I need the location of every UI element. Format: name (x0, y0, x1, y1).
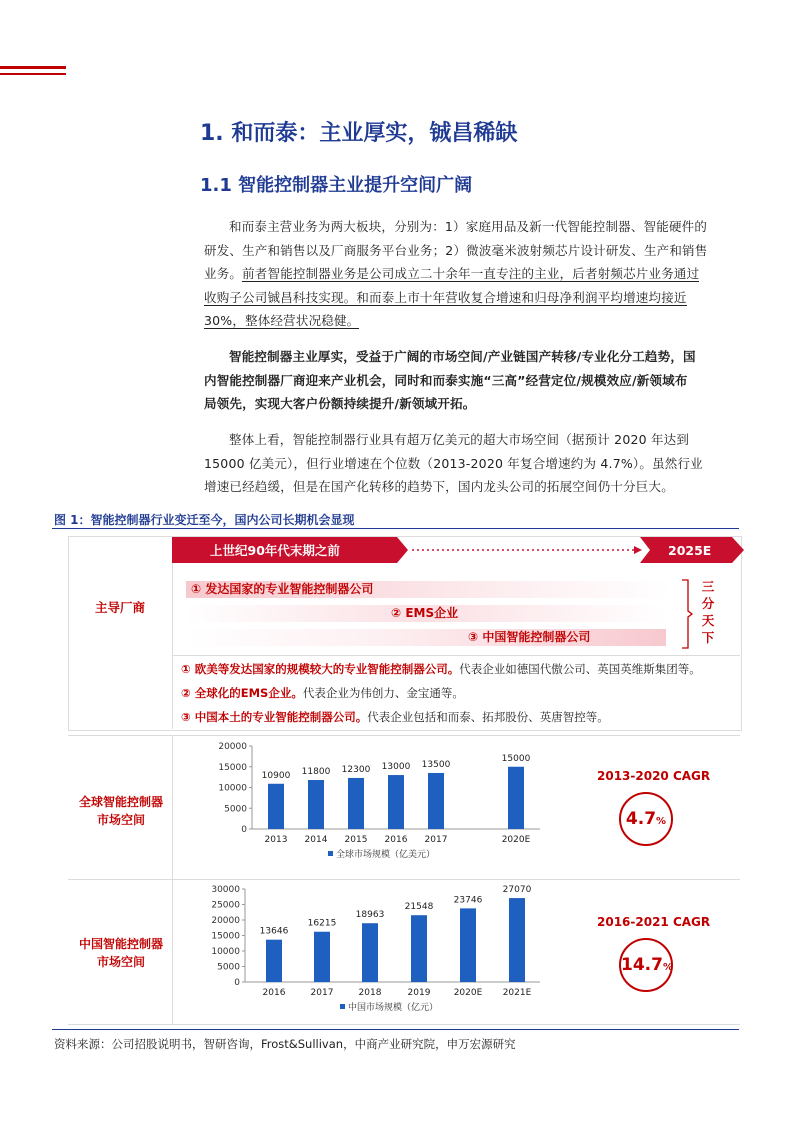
china-chart-data-label-0: 13646 (259, 926, 289, 937)
band-3 (186, 629, 666, 646)
paragraph-1-line-4: 收购子公司铖昌科技实现。和而泰上市十年营收复合增速和归母净利润平均增速均接近 (204, 289, 687, 305)
subsection-title: 1.1 智能控制器主业提升空间广阔 (200, 175, 473, 196)
timeline-arrow (172, 537, 746, 563)
global-cagr-percent: % (656, 816, 667, 827)
global-chart-y-tick-label-3: 15000 (218, 762, 247, 773)
paragraph-2-line-3: 局领先，实现大客户份额持续提升/新领域开拓。 (204, 396, 476, 411)
china-chart-data-label-5: 27070 (502, 885, 532, 896)
china-chart-legend-label: 中国市场规模（亿元） (348, 1003, 439, 1013)
paragraph-3 (204, 428, 729, 499)
china-cagr-value: 14.7 (621, 955, 663, 975)
header-bar-bottom (0, 73, 66, 75)
timeline-start-label: 上世纪90年代末期之前 (210, 543, 340, 558)
china-chart-data-label-4: 23746 (453, 895, 483, 906)
band-3-label: ③ 中国智能控制器公司 (468, 630, 591, 644)
three-kingdoms-label (700, 578, 716, 646)
paragraph-2-line-2: 内智能控制器厂商迎来产业机会，同时和而泰实施“三高”经营定位/规模效应/新领域布 (204, 372, 688, 388)
global-chart-x-tick-label-2: 2015 (344, 835, 368, 845)
timeline-end-label: 2025E (668, 543, 712, 558)
source-note: 资料来源：公司招股说明书，智研咨询，Frost&Sullivan，中商产业研究院，申万宏源研究 (54, 1037, 516, 1051)
china-market-label (70, 935, 172, 971)
china-market-label-line-1: 中国智能控制器 (78, 937, 163, 951)
global-cagr-value: 4.7 (625, 809, 657, 829)
header-bar-top (0, 66, 66, 69)
band-1 (186, 581, 671, 598)
global-chart-y-tick-label-0: 0 (241, 825, 247, 835)
figure-top-divider (172, 537, 173, 729)
global-market-label-line-2: 市场空间 (96, 813, 145, 827)
global-chart-bar-4 (428, 773, 444, 829)
global-chart-data-label-1: 11800 (301, 767, 331, 778)
china-chart-x-tick-label-3: 2019 (407, 988, 431, 998)
description-2 (181, 685, 464, 702)
timeline-dot-arrowhead (634, 546, 642, 554)
figure-top-separator (172, 655, 740, 656)
figure-title-rule (52, 528, 739, 529)
global-chart-data-label-0: 10900 (261, 770, 291, 781)
china-chart-x-tick-label-2: 2018 (358, 988, 382, 998)
band-2 (186, 605, 666, 622)
description-2-normal: 代表企业为伟创力、金宝通等。 (302, 686, 464, 700)
china-chart-x-tick-label-1: 2017 (310, 988, 334, 998)
market-section-top-rule (68, 735, 740, 736)
china-chart-y-tick-label-3: 15000 (211, 931, 240, 942)
china-chart-bar-1 (314, 932, 330, 982)
description-3-normal: 代表企业包括和而泰、拓邦股份、英唐智控等。 (367, 710, 609, 724)
china-chart-bar-5 (509, 898, 525, 982)
global-chart-y-tick-label-1: 5000 (224, 804, 247, 815)
china-cagr-percent: % (662, 962, 673, 973)
paragraph-2-line-1: 智能控制器主业厚实，受益于广阔的市场空间/产业链国产转移/专业化分工趋势，国 (229, 349, 696, 364)
china-cagr-title: 2016-2021 CAGR (597, 915, 711, 929)
bracket-icon (680, 578, 694, 650)
paragraph-1-line-3 (204, 262, 729, 286)
global-chart-data-label-2: 12300 (341, 764, 371, 775)
global-chart-bar-2 (348, 778, 364, 829)
paragraph-1-line-3a: 业务。 (204, 266, 243, 281)
paragraph-1 (204, 215, 729, 333)
source-rule (52, 1029, 739, 1030)
china-chart-bar-0 (266, 940, 282, 982)
market-section-middle-rule (68, 879, 740, 880)
description-1 (181, 661, 701, 678)
description-1-normal: 代表企业如德国代傲公司、英国英维斯集团等。 (459, 662, 701, 676)
figure-title: 图 1：智能控制器行业变迁至今，国内公司长期机会显现 (54, 513, 355, 527)
global-chart-data-label-4: 13500 (421, 759, 451, 770)
three-char-2: 分 (701, 596, 715, 611)
china-market-label-line-2: 市场空间 (96, 955, 145, 969)
china-chart-legend-swatch (340, 1004, 345, 1009)
china-chart-data-label-2: 18963 (355, 910, 385, 921)
global-chart-x-tick-label-4: 2017 (424, 835, 448, 845)
band-1-label: ① 发达国家的专业智能控制器公司 (191, 582, 374, 596)
china-chart-y-tick-label-5: 25000 (211, 900, 240, 911)
global-market-label-line-1: 全球智能控制器 (78, 795, 163, 809)
china-chart-y-tick-label-1: 5000 (217, 962, 240, 973)
paragraph-1-line-2: 研发、生产和销售以及厂商服务平台业务；2）微波毫米波射频芯片设计研发、生产和销售 (204, 242, 708, 258)
global-market-label (70, 793, 172, 829)
global-chart-x-tick-label-5: 2020E (501, 835, 531, 845)
china-chart-bar-2 (362, 923, 378, 982)
china-chart-x-tick-label-4: 2020E (453, 988, 483, 998)
global-chart-bar-1 (308, 780, 324, 829)
paragraph-3-line-3: 增速已经趋缓，但是在国产化转移的趋势下，国内龙头公司的拓展空间仍十分巨大。 (204, 479, 674, 494)
market-section-divider (172, 735, 173, 1024)
china-chart-x-tick-label-0: 2016 (262, 988, 286, 998)
paragraph-2 (204, 345, 729, 416)
global-chart-y-tick-label-2: 10000 (218, 783, 247, 794)
global-market-chart (200, 738, 560, 876)
china-market-chart (200, 882, 560, 1022)
china-chart-bar-4 (460, 908, 476, 982)
paragraph-1-line-5: 30%，整体经营状况稳健。 (204, 313, 360, 328)
global-chart-x-tick-label-0: 2013 (264, 835, 288, 845)
global-cagr-circle (619, 792, 673, 846)
global-chart-y-tick-label-4: 20000 (218, 742, 247, 752)
global-chart-data-label-5: 15000 (501, 753, 531, 764)
china-chart-y-tick-label-0: 0 (234, 978, 240, 988)
global-chart-data-label-3: 13000 (381, 762, 411, 773)
description-3 (181, 709, 609, 726)
paragraph-1-line-3b: 前者智能控制器业务是公司成立二十余年一直专注的主业，后者射频芯片业务通过 (242, 266, 700, 281)
paragraph-3-line-1: 整体上看，智能控制器行业具有超万亿美元的超大市场空间（据预计 2020 年达到 (229, 432, 690, 447)
global-cagr-title: 2013-2020 CAGR (597, 769, 711, 783)
section-title: 1. 和而泰：主业厚实，铖昌稀缺 (200, 121, 518, 146)
china-chart-y-tick-label-6: 30000 (211, 885, 240, 895)
china-chart-y-tick-label-4: 20000 (211, 916, 240, 926)
global-chart-bar-0 (268, 784, 284, 829)
three-char-1: 三 (701, 579, 715, 594)
china-chart-bar-3 (411, 915, 427, 982)
china-chart-data-label-3: 21548 (404, 902, 434, 913)
global-chart-x-tick-label-1: 2014 (304, 835, 328, 845)
three-char-4: 下 (701, 630, 715, 645)
paragraph-3-line-2: 15000 亿美元），但行业增速在个位数（2013-2020 年复合增速约为 4.7%）。虽然行业 (204, 455, 703, 471)
global-chart-bar-5 (508, 767, 524, 829)
china-chart-x-tick-label-5: 2021E (502, 988, 532, 998)
description-1-bold: ① 欧美等发达国家的规模较大的专业智能控制器公司。 (181, 662, 460, 676)
china-chart-data-label-1: 16215 (307, 918, 337, 929)
three-char-3: 天 (701, 613, 715, 628)
global-chart-legend-label: 全球市场规模（亿美元） (336, 850, 436, 860)
band-2-label: ② EMS企业 (391, 606, 459, 620)
row-label-dominant: 主导厂商 (94, 600, 145, 615)
market-section-bottom-rule (68, 1024, 740, 1025)
description-3-bold: ③ 中国本土的专业智能控制器公司。 (181, 710, 368, 724)
global-chart-bar-3 (388, 775, 404, 829)
china-chart-y-tick-label-2: 10000 (211, 947, 240, 957)
description-2-bold: ② 全球化的EMS企业。 (181, 686, 303, 700)
paragraph-1-line-1: 和而泰主营业务为两大板块，分别为：1）家庭用品及新一代智能控制器、智能硬件的 (229, 219, 708, 234)
global-chart-x-tick-label-3: 2016 (384, 835, 408, 845)
china-cagr-circle (619, 938, 673, 992)
global-chart-legend-swatch (328, 851, 333, 856)
